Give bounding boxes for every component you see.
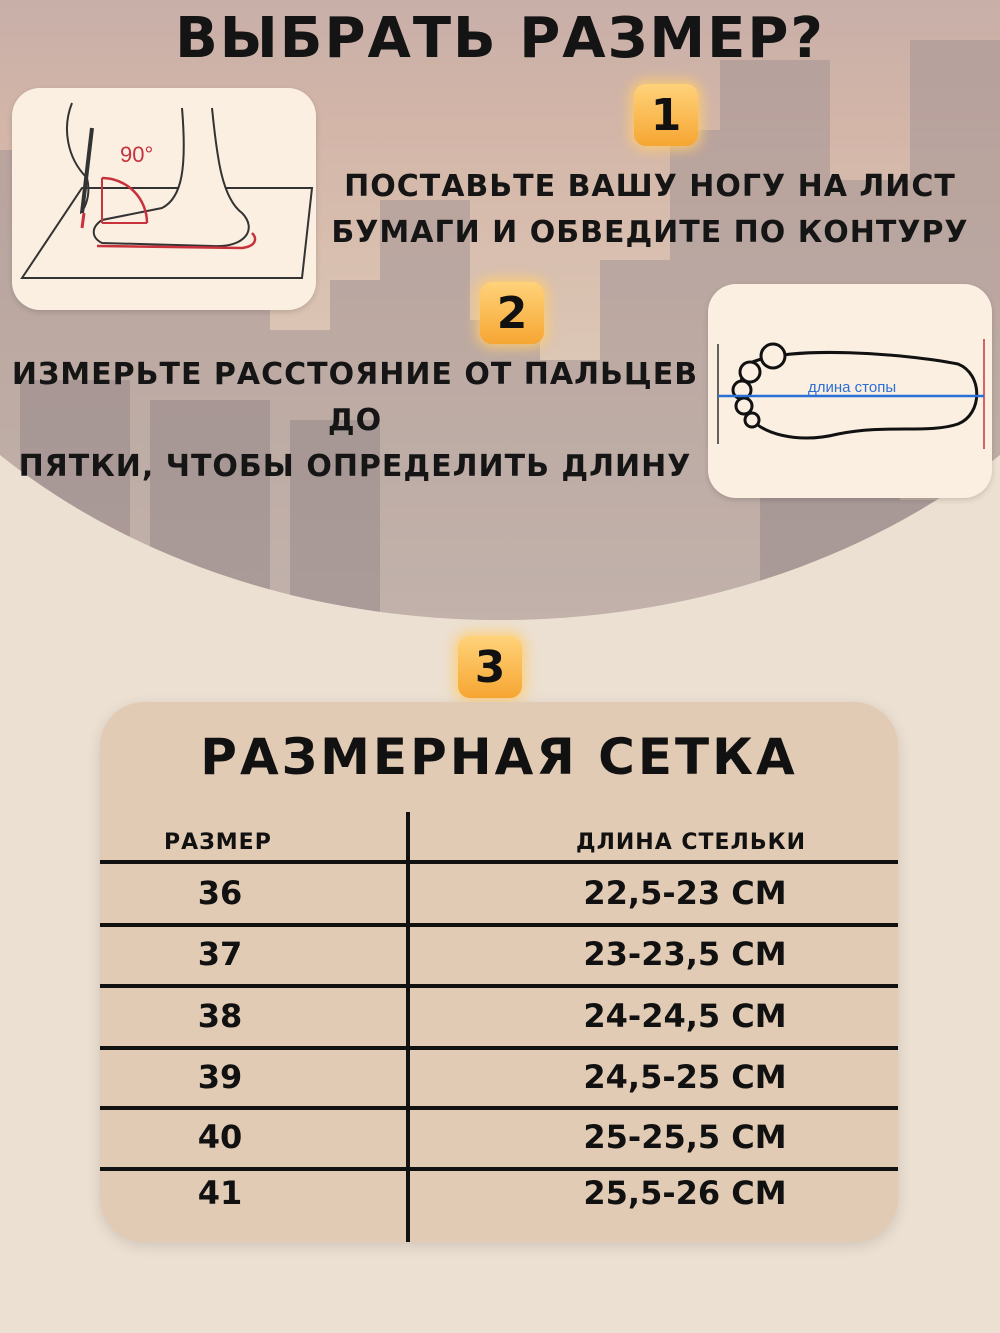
foot-length-label: длина стопы [808, 379, 897, 396]
size-cell: 41 [197, 1174, 243, 1212]
length-cell: 24,5-25 СМ [583, 1058, 787, 1096]
step2-badge: 2 [480, 282, 544, 344]
table-divider [100, 1167, 898, 1171]
page-title: ВЫБРАТЬ РАЗМЕР? [175, 6, 825, 71]
column-header-size: РАЗМЕР [164, 830, 272, 855]
step2-image-card [708, 284, 992, 498]
length-cell: 25,5-26 СМ [583, 1174, 787, 1212]
column-header-length: ДЛИНА СТЕЛЬКИ [576, 830, 806, 855]
step1-text [330, 164, 970, 256]
table-divider [100, 984, 898, 988]
table-divider [100, 1106, 898, 1110]
foot-outline-illustration [12, 88, 316, 310]
size-cell: 37 [197, 935, 243, 973]
step1-text-line2: БУМАГИ И ОБВЕДИТЕ ПО КОНТУРУ [331, 215, 969, 250]
length-cell: 24-24,5 СМ [583, 997, 787, 1035]
size-cell: 39 [197, 1058, 243, 1096]
step2-text-line1: ИЗМЕРЬТЕ РАССТОЯНИЕ ОТ ПАЛЬЦЕВ ДО [11, 357, 699, 438]
step1-badge: 1 [634, 84, 698, 146]
size-table-panel [100, 702, 898, 1242]
length-cell: 22,5-23 СМ [583, 874, 787, 912]
table-divider [100, 923, 898, 927]
length-cell: 25-25,5 СМ [583, 1118, 787, 1156]
length-cell: 23-23,5 СМ [583, 935, 787, 973]
size-table-title: РАЗМЕРНАЯ СЕТКА [200, 728, 798, 786]
size-cell: 36 [197, 874, 243, 912]
step2-text [0, 352, 710, 490]
table-divider [100, 860, 898, 864]
step1-text-line1: ПОСТАВЬТЕ ВАШУ НОГУ НА ЛИСТ [344, 169, 956, 204]
table-column-divider [406, 812, 410, 1242]
step3-badge: 3 [458, 636, 522, 698]
angle-label: 90° [120, 142, 154, 167]
table-divider [100, 1046, 898, 1050]
size-cell: 38 [197, 997, 243, 1035]
foot-length-illustration [708, 284, 992, 498]
size-cell: 40 [197, 1118, 243, 1156]
step1-image-card [12, 88, 316, 310]
step2-text-line2: ПЯТКИ, ЧТОБЫ ОПРЕДЕЛИТЬ ДЛИНУ [18, 449, 692, 484]
